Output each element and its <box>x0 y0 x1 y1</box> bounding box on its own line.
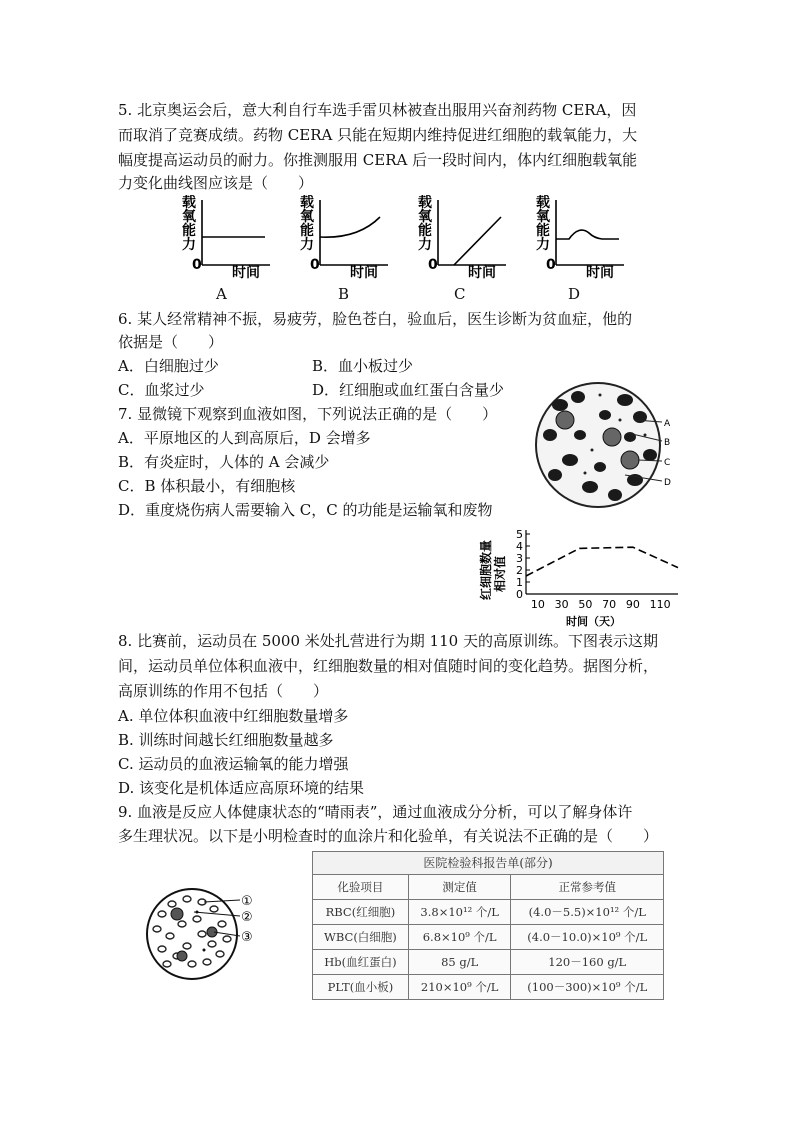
chart-series <box>526 547 678 576</box>
graph-d-ylabel: 载氧能力 <box>536 195 550 253</box>
table-header-row <box>313 875 664 900</box>
chart-ylabel-line1: 红细胞数量 <box>479 539 493 600</box>
table-row <box>313 900 664 925</box>
q8-option-a: A. 单位体积血液中红细胞数量增多 <box>118 707 349 725</box>
cell-item: PLT(血小板) <box>313 975 409 1000</box>
graph-b-ylabel: 载氧能力 <box>300 195 314 253</box>
graph-a <box>182 195 270 280</box>
x-tick-label: 110 <box>649 598 671 611</box>
q5-graphs <box>170 195 675 280</box>
table-row <box>313 950 664 975</box>
cell-item: RBC(红细胞) <box>313 900 409 925</box>
graph-b-xlabel: 时间 <box>350 265 378 280</box>
y-tick-label: 3 <box>516 552 523 565</box>
graph-c-xlabel: 时间 <box>468 265 496 280</box>
label-d: D <box>664 478 671 488</box>
label-b: B <box>664 438 671 448</box>
label-a: A <box>664 419 671 429</box>
header-item: 化验项目 <box>313 875 409 900</box>
graph-c-ylabel: 载氧能力 <box>418 195 432 253</box>
rbc-chart <box>478 522 688 627</box>
table-row <box>313 975 664 1000</box>
q7-option-d: D．重度烧伤病人需要输入 C，C 的功能是运输氧和废物 <box>118 501 493 519</box>
lab-report-title: 医院检验科报告单(部分) <box>312 851 664 874</box>
y-tick-label: 2 <box>516 564 523 577</box>
cell-measured: 6.8×10⁹ 个/L <box>408 925 511 950</box>
graph-b <box>300 195 388 280</box>
q9-line-1: 9. 血液是反应人体健康状态的“晴雨表”，通过血液成分分析，可以了解身体许 <box>118 803 633 821</box>
q5-line-3: 幅度提高运动员的耐力。你推测服用 CERA 后一段时间内，体内红细胞载氧能 <box>118 151 638 169</box>
option-b-label: B <box>338 285 350 303</box>
cell-item: Hb(血红蛋白) <box>313 950 409 975</box>
cell-reference: 120－160 g/L <box>511 950 664 975</box>
cell-reference: (100－300)×10⁹ 个/L <box>511 975 664 1000</box>
option-c-label: C <box>454 285 466 303</box>
cell-measured: 85 g/L <box>408 950 511 975</box>
q8-line-1: 8. 比赛前，运动员在 5000 米处扎营进行为期 110 天的高原训练。下图表示这期 <box>118 632 658 650</box>
graph-d-xlabel: 时间 <box>586 265 614 280</box>
q6-option-d: D．红细胞或血红蛋白含量少 <box>312 381 505 399</box>
chart-xlabel: 时间（天） <box>566 615 621 627</box>
y-tick-label: 5 <box>516 528 523 541</box>
q8-option-d: D. 该变化是机体适应高原环境的结果 <box>118 779 365 797</box>
smear-label-1: ① <box>241 894 253 909</box>
blood-microscope-figure <box>530 375 680 515</box>
graph-d-origin: 0 <box>546 257 556 273</box>
blood-smear-figure <box>142 884 272 984</box>
q5-line-1: 5. 北京奥运会后，意大利自行车选手雷贝林被查出服用兴奋剂药物 CERA，因 <box>118 101 637 119</box>
y-tick-label: 4 <box>516 540 523 553</box>
label-c: C <box>664 458 671 468</box>
graph-d <box>536 195 624 280</box>
q7-option-a: A．平原地区的人到高原后，D 会增多 <box>118 429 371 447</box>
graph-a-origin: 0 <box>192 257 202 273</box>
graph-b-origin: 0 <box>310 257 320 273</box>
q6-option-b: B．血小板过少 <box>312 357 414 375</box>
option-a-label: A <box>216 285 227 303</box>
q6-line-1: 6. 某人经常精神不振，易疲劳，脸色苍白，验血后，医生诊断为贫血症，他的 <box>118 310 633 328</box>
cell-measured: 210×10⁹ 个/L <box>408 975 511 1000</box>
smear-label-2: ② <box>241 910 253 925</box>
q7-line-1: 7. 显微镜下观察到血液如图，下列说法正确的是（ ） <box>118 405 498 423</box>
cell-reference: (4.0－5.5)×10¹² 个/L <box>511 900 664 925</box>
y-tick-label: 1 <box>516 576 523 589</box>
x-tick-label: 30 <box>554 598 569 611</box>
lab-report-table <box>312 851 664 1000</box>
q7-option-b: B．有炎症时，人体的 A 会减少 <box>118 453 330 471</box>
header-measured: 测定值 <box>408 875 511 900</box>
option-d-label: D <box>568 285 581 303</box>
q6-option-a: A．白细胞过少 <box>118 357 219 375</box>
x-tick-label: 50 <box>578 598 593 611</box>
cell-measured: 3.8×10¹² 个/L <box>408 900 511 925</box>
q6-line-2: 依据是（ ） <box>118 333 224 351</box>
q8-option-c: C. 运动员的血液运输氧的能力增强 <box>118 755 349 773</box>
chart-ylabel-line2: 相对值 <box>493 555 507 592</box>
cell-item: WBC(白细胞) <box>313 925 409 950</box>
graph-c <box>418 195 506 280</box>
graph-a-xlabel: 时间 <box>232 265 260 280</box>
q9-line-2: 多生理状况。以下是小明检查时的血涂片和化验单，有关说法不正确的是（ ） <box>118 827 659 845</box>
q7-option-c: C．B 体积最小，有细胞核 <box>118 477 296 495</box>
chart-axes <box>526 530 678 594</box>
graph-c-origin: 0 <box>428 257 438 273</box>
rbc-series-line <box>526 547 678 576</box>
smear-label-3: ③ <box>241 930 253 945</box>
chart-origin-label: 0 <box>516 588 523 601</box>
table-row <box>313 925 664 950</box>
x-tick-label: 70 <box>602 598 617 611</box>
x-tick-label: 90 <box>625 598 640 611</box>
q5-line-4: 力变化曲线图应该是（ ） <box>118 174 314 192</box>
graph-a-ylabel: 载氧能力 <box>182 195 196 253</box>
q8-line-3: 高原训练的作用不包括（ ） <box>118 682 329 700</box>
cell-reference: (4.0－10.0)×10⁹ 个/L <box>511 925 664 950</box>
q8-line-2: 间，运动员单位体积血液中，红细胞数量的相对值随时间的变化趋势。据图分析， <box>118 657 659 675</box>
q8-option-b: B. 训练时间越长红细胞数量越多 <box>118 731 334 749</box>
q5-line-2: 而取消了竞赛成绩。药物 CERA 只能在短期内维持促进红细胞的载氧能力，大 <box>118 126 638 144</box>
header-reference: 正常参考值 <box>511 875 664 900</box>
q6-option-c: C．血浆过少 <box>118 381 205 399</box>
x-tick-label: 10 <box>530 598 545 611</box>
